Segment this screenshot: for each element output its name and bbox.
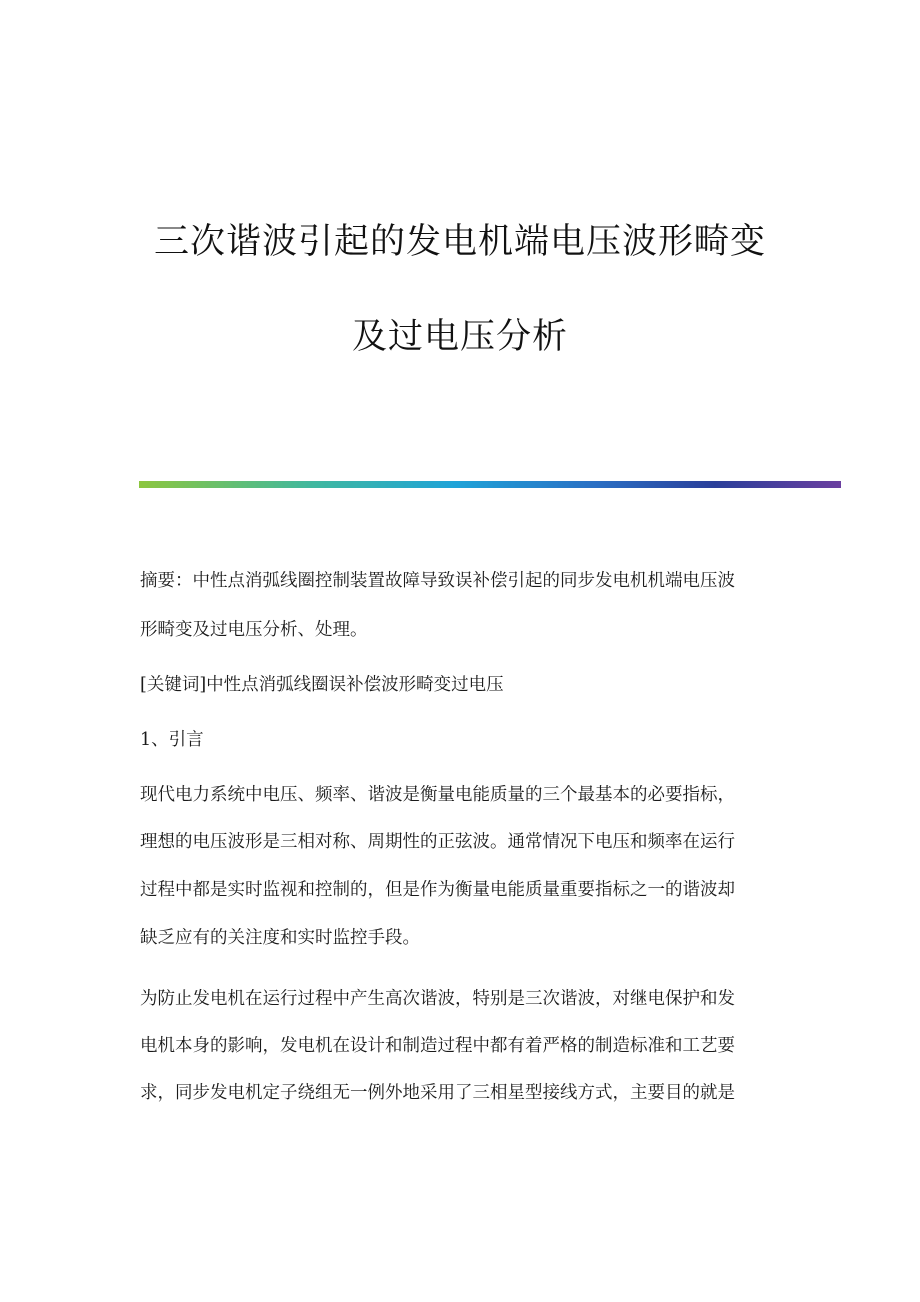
paragraph-2-line-1: 为防止发电机在运行过程中产生高次谐波，特别是三次谐波，对继电保护和发 xyxy=(140,989,735,1009)
abstract-line-2: 形畸变及过电压分析、处理。 xyxy=(140,620,368,640)
section-heading-introduction: 1、引言 xyxy=(140,730,204,750)
paragraph-1-line-3: 过程中都是实时监视和控制的，但是作为衡量电能质量重要指标之一的谐波却 xyxy=(140,880,735,900)
paragraph-1-line-1: 现代电力系统中电压、频率、谐波是衡量电能质量的三个最基本的必要指标， xyxy=(140,785,735,805)
gradient-divider xyxy=(139,481,841,488)
document-title-line-1: 三次谐波引起的发电机端电压波形畸变 xyxy=(153,222,766,262)
paragraph-2-line-3: 求，同步发电机定子绕组无一例外地采用了三相星型接线方式，主要目的就是 xyxy=(140,1083,735,1103)
paragraph-2-line-2: 电机本身的影响，发电机在设计和制造过程中都有着严格的制造标准和工艺要 xyxy=(140,1036,735,1056)
document-title-line-2: 及过电压分析 xyxy=(351,317,568,357)
paragraph-1-line-2: 理想的电压波形是三相对称、周期性的正弦波。通常情况下电压和频率在运行 xyxy=(140,832,735,852)
keywords: [关键词]中性点消弧线圈误补偿波形畸变过电压 xyxy=(140,675,504,695)
abstract-line-1: 摘要：中性点消弧线圈控制装置故障导致误补偿引起的同步发电机机端电压波 xyxy=(140,571,735,591)
paragraph-1-line-4: 缺乏应有的关注度和实时监控手段。 xyxy=(140,928,420,948)
